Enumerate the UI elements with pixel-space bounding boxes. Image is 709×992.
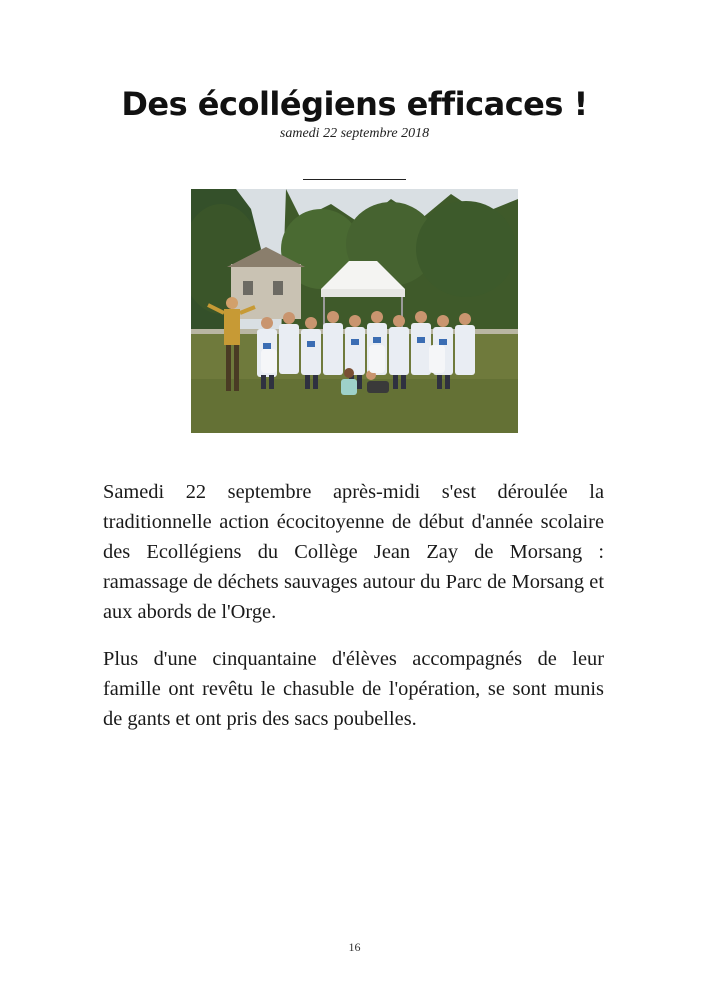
group-photo bbox=[191, 189, 518, 433]
article-date: samedi 22 septembre 2018 bbox=[279, 126, 430, 141]
page-number: 16 bbox=[348, 940, 361, 954]
article-title: Des écollégiens efficaces ! bbox=[121, 85, 588, 123]
article-paragraph: Samedi 22 septembre après-midi s'est déroulée la traditionnelle action écocitoyenne de début d'année scolaire des Ecollégiens du Collège Jean Zay de Morsang : ramassage de déchets sauvages autour du Parc de Morsang et aux abords de l'Orge. bbox=[103, 481, 604, 623]
title-divider bbox=[303, 179, 406, 180]
article-paragraph: Plus d'une cinquantaine d'élèves accompagnés de leur famille ont revêtu le chasuble de l'opération, se sont munis de gants et ont pris des sacs poubelles. bbox=[103, 648, 604, 730]
